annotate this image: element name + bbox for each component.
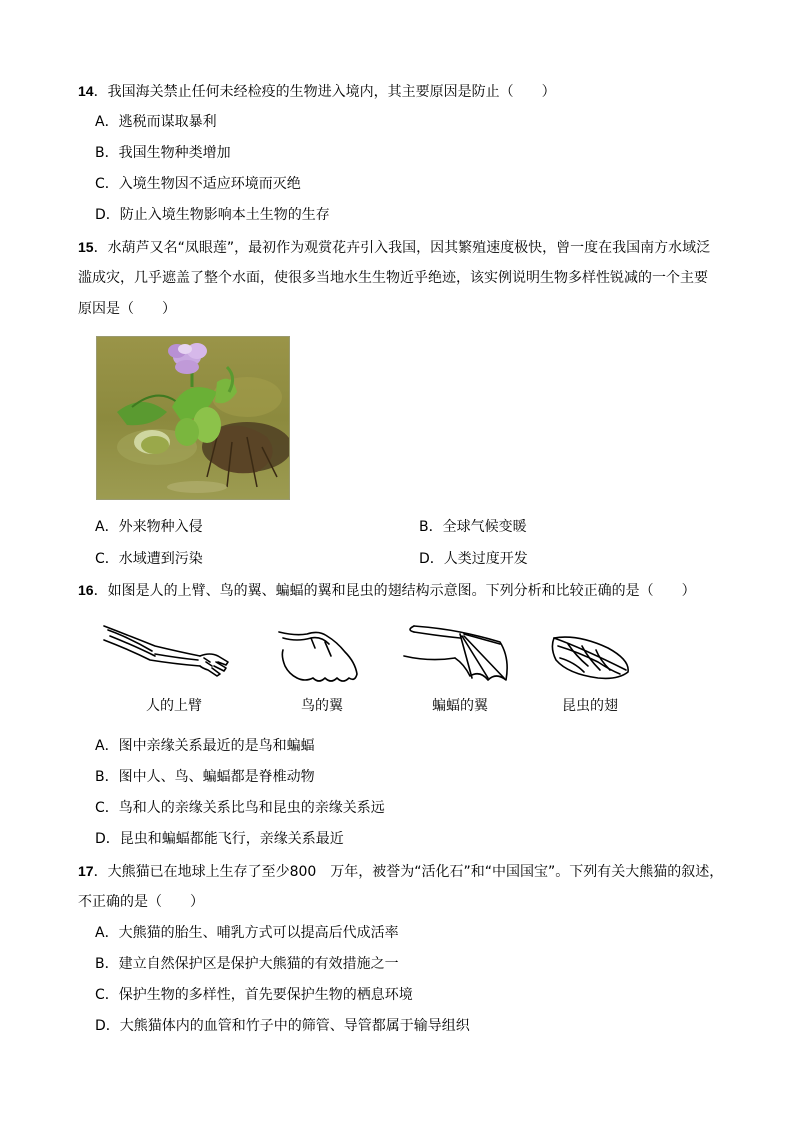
question-number: 16 [78, 582, 94, 598]
q15-option-a: A．外来物种入侵 [95, 519, 203, 535]
question-14-stem [78, 81, 556, 102]
q16-option-c: C．鸟和人的亲缘关系比鸟和昆虫的亲缘关系远 [95, 800, 385, 816]
question-number: 17 [78, 863, 94, 879]
question-number: 14 [78, 83, 94, 99]
question-text: ．水葫芦又名“凤眼莲”，最初作为观赏花卉引入我国，因其繁殖速度极快，曾一度在我国南方水域泛 [93, 240, 711, 256]
q15-option-c: C．水域遭到污染 [95, 551, 203, 567]
q16-option-b: B．图中人、鸟、蝙蝠都是脊椎动物 [95, 769, 315, 785]
q15-option-b: B．全球气候变暖 [419, 519, 527, 535]
q14-option-c: C．入境生物因不适应环境而灭绝 [95, 176, 301, 192]
q16-option-d: D．昆虫和蝙蝠都能飞行，亲缘关系最近 [95, 831, 344, 847]
question-17-stem-line2: 不正确的是（ ） [78, 894, 204, 910]
q15-option-d: D．人类过度开发 [419, 551, 528, 567]
question-15-stem-line2: 滥成灾，几乎遮盖了整个水面，使很多当地水生生物近乎绝迹，该实例说明生物多样性锐减的一个主要 [78, 270, 708, 286]
water-hyacinth-photo [96, 336, 290, 500]
question-17-stem [78, 861, 723, 882]
bird-wing-figure [275, 626, 365, 688]
q14-option-a: A．逃税而谋取暴利 [95, 114, 217, 130]
bat-wing-figure [400, 618, 515, 688]
q14-option-b: B．我国生物种类增加 [95, 145, 231, 161]
question-text: ．我国海关禁止任何未经检疫的生物进入境内，其主要原因是防止（ ） [93, 84, 556, 100]
insect-wing-figure [548, 632, 634, 684]
q16-option-a: A．图中亲缘关系最近的是鸟和蝙蝠 [95, 738, 315, 754]
question-number: 15 [78, 239, 94, 255]
caption-insect-wing: 昆虫的翅 [562, 698, 618, 714]
question-text: ．大熊猫已在地球上生存了至少800 万年，被誉为“活化石”和“中国国宝”。下列有关大熊猫的叙述， [93, 864, 724, 880]
q17-option-b: B．建立自然保护区是保护大熊猫的有效措施之一 [95, 956, 399, 972]
caption-bird-wing: 鸟的翼 [301, 698, 343, 714]
question-text: ．如图是人的上臂、鸟的翼、蝙蝠的翼和昆虫的翅结构示意图。下列分析和比较正确的是（ ） [93, 583, 696, 599]
human-arm-figure [100, 618, 235, 688]
q17-option-c: C．保护生物的多样性，首先要保护生物的栖息环境 [95, 987, 413, 1003]
q17-option-a: A．大熊猫的胎生、哺乳方式可以提高后代成活率 [95, 925, 399, 941]
caption-bat-wing: 蝙蝠的翼 [432, 698, 488, 714]
question-15-stem-line3: 原因是（ ） [78, 301, 176, 317]
question-16-stem [78, 580, 696, 601]
q14-option-d: D．防止入境生物影响本土生物的生存 [95, 207, 330, 223]
q17-option-d: D．大熊猫体内的血管和竹子中的筛管、导管都属于输导组织 [95, 1018, 470, 1034]
caption-human-arm: 人的上臂 [146, 698, 202, 714]
question-15-stem [78, 237, 710, 258]
